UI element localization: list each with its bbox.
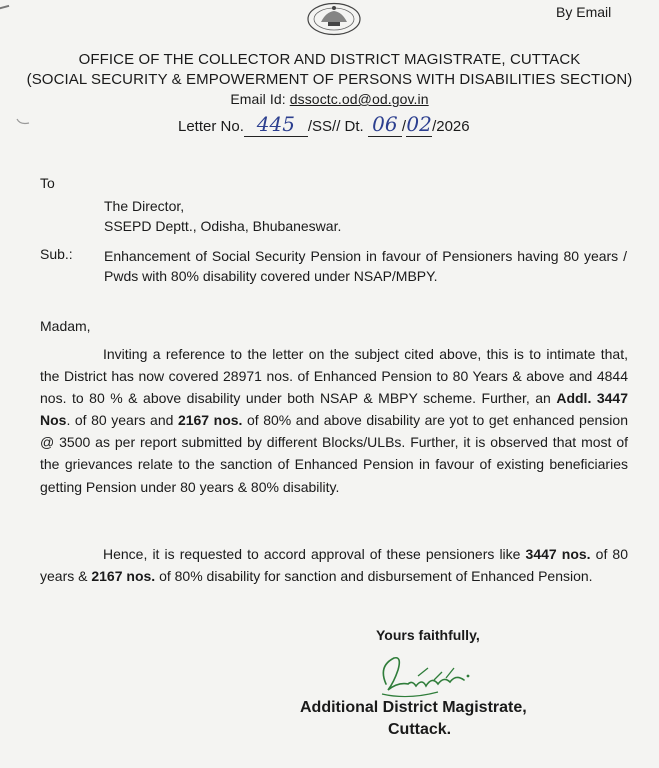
designation-place: Cuttack. bbox=[388, 721, 452, 738]
date-separator: / bbox=[401, 118, 407, 135]
closing-yours: Yours faithfully, bbox=[376, 627, 480, 643]
recipient-line-2: SSEPD Deptt., Odisha, Bhubaneswar. bbox=[104, 218, 342, 234]
para2-bold-count-1: 3447 nos. bbox=[525, 546, 591, 562]
page-edge-mark bbox=[0, 5, 11, 15]
subject-label: Sub.: bbox=[40, 246, 73, 262]
office-section: (SOCIAL SECURITY & EMPOWERMENT OF PERSONS WITH DISABILITIES SECTION) bbox=[26, 71, 633, 88]
letter-year: /2026 bbox=[432, 118, 470, 135]
office-title: OFFICE OF THE COLLECTOR AND DISTRICT MAGISTRATE, CUTTACK bbox=[78, 51, 581, 68]
para2-text-c: of 80 years & bbox=[40, 546, 628, 585]
office-email-link[interactable]: dssoctc.od@od.gov.in bbox=[289, 91, 429, 107]
letter-no-label: Letter No. bbox=[178, 118, 244, 135]
para1-text-a: Inviting a reference to the letter on the subject cited above, this is to intimate that, the District has now covered 28971 nos. of Enhanced Pension to 80 Years & above and 4844 nos. to 80 % & above disability under both NSAP & MBPY scheme. Further, an bbox=[40, 346, 628, 407]
state-emblem-icon bbox=[306, 2, 362, 36]
signature-icon bbox=[368, 646, 478, 706]
para1-bold-count: 2167 nos. bbox=[177, 412, 243, 429]
email-label: Email Id: bbox=[230, 91, 290, 107]
letter-reference bbox=[178, 112, 470, 137]
letter-section: /SS// Dt. bbox=[307, 118, 364, 135]
recipient-line-1: The Director, bbox=[104, 198, 185, 214]
designation: Additional District Magistrate, bbox=[300, 699, 527, 716]
to-label: To bbox=[40, 175, 55, 191]
para2-text-a: Hence, it is requested to accord approval of these pensioners like bbox=[103, 546, 526, 562]
letter-number: 445 bbox=[244, 112, 308, 137]
para1-text-e: of 80% and above disability are yot to get enhanced pension @ 3500 as per report submitted by different Blocks/ULBs. Further, it is observed that most of the grievances relate to the sanction of Enhanced Pension in favour of existing beneficiaries getting Pension under 80 years & 80% disability. bbox=[40, 412, 628, 495]
salutation: Madam, bbox=[40, 318, 91, 334]
para1-text-c: . of 80 years and bbox=[66, 412, 178, 429]
body-paragraph-2 bbox=[40, 543, 628, 587]
para2-bold-count-2: 2167 nos. bbox=[91, 568, 156, 585]
letter-month: 02 bbox=[406, 112, 432, 136]
body-paragraph-1 bbox=[40, 343, 628, 498]
para2-text-e: of 80% disability for sanction and disbursement of Enhanced Pension. bbox=[155, 568, 593, 585]
para1-bold-addl: Addl. 3447 Nos bbox=[40, 390, 628, 429]
pen-stroke-mark bbox=[16, 118, 30, 126]
letter-day: 06 bbox=[368, 112, 402, 137]
by-email-note: By Email bbox=[556, 4, 612, 20]
subject-text: Enhancement of Social Security Pension in favour of Pensioners having 80 years / Pwds with 80% disability covered under NSAP/MBPY. bbox=[104, 248, 627, 284]
office-email-line bbox=[0, 91, 659, 107]
recipient-address bbox=[104, 196, 341, 236]
